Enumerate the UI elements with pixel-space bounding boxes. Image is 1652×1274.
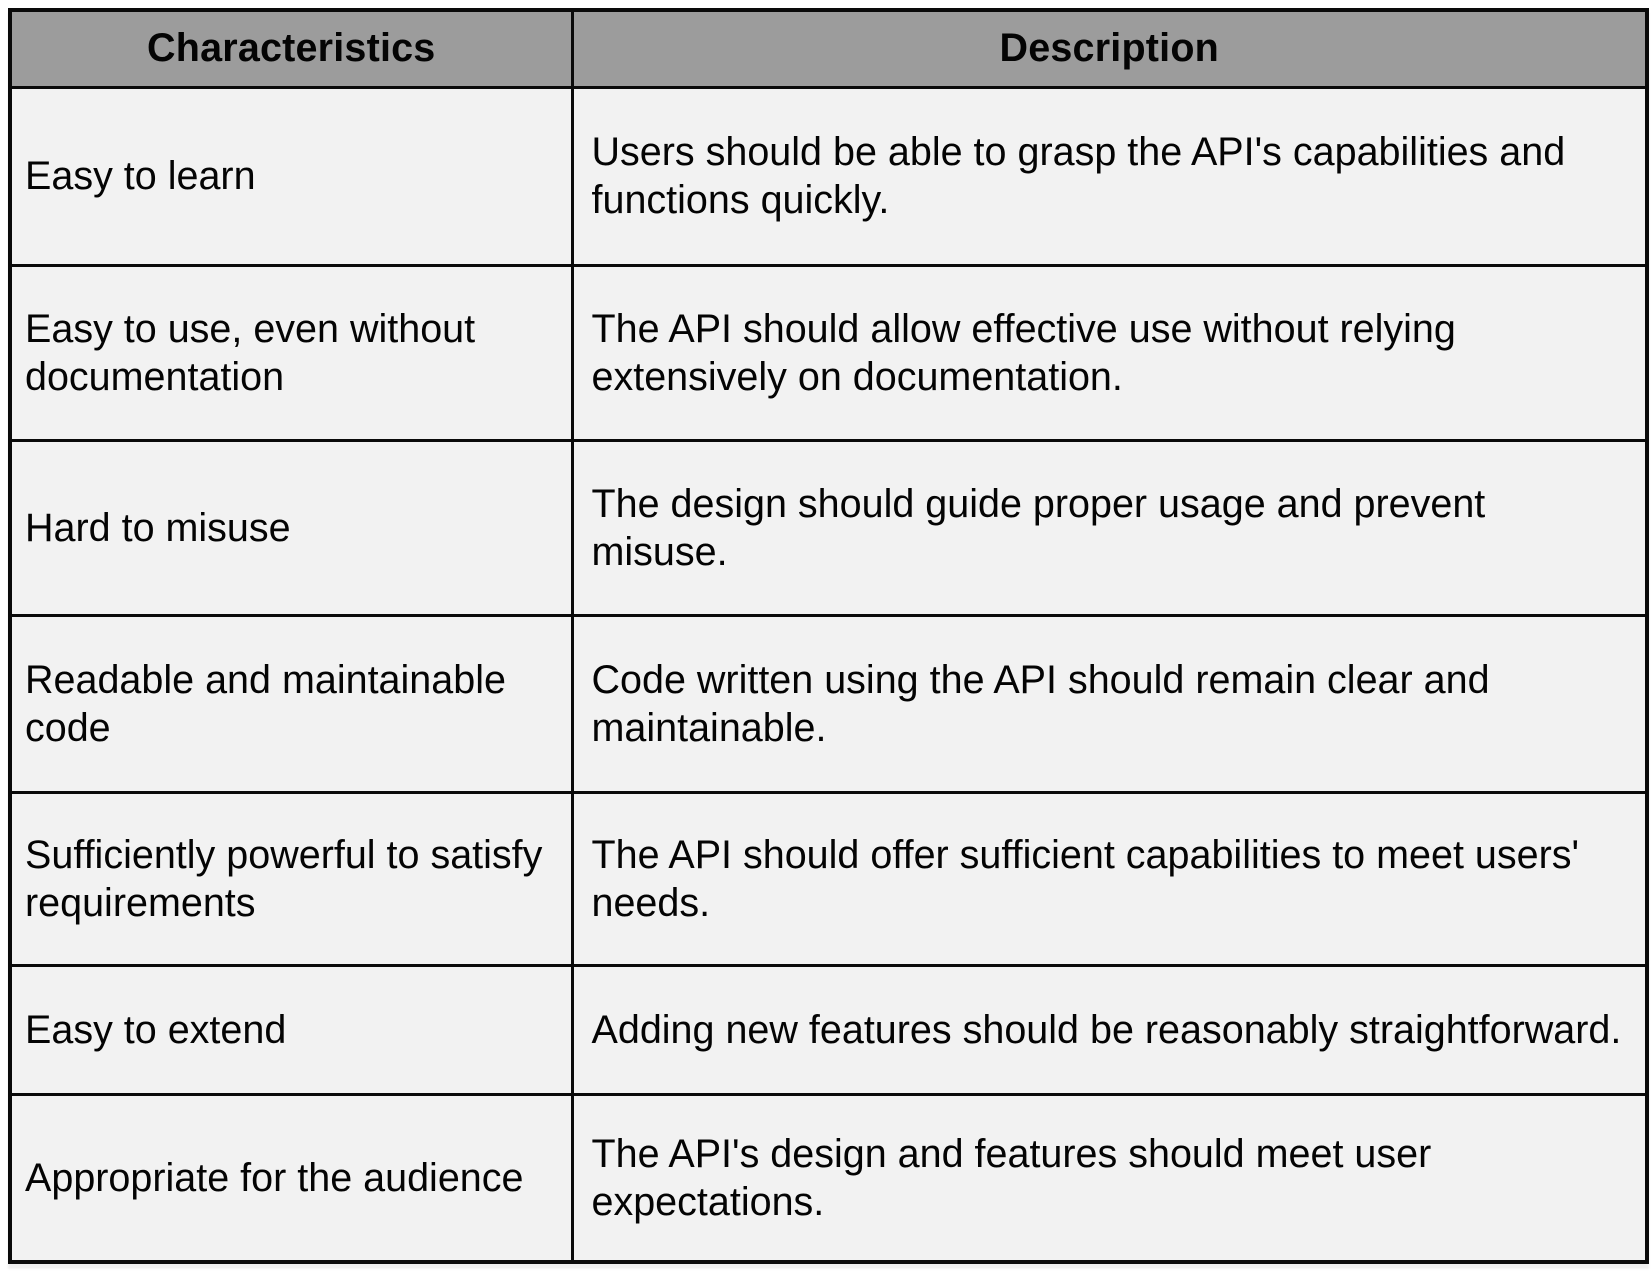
description-cell: Code written using the API should remain clear and maintainable. bbox=[572, 615, 1647, 792]
characteristic-cell: Easy to use, even without documentation bbox=[10, 265, 572, 440]
header-row bbox=[10, 10, 1647, 87]
table-row bbox=[10, 1094, 1647, 1262]
table-row bbox=[10, 965, 1647, 1094]
characteristic-cell: Easy to extend bbox=[10, 965, 572, 1094]
characteristic-cell: Hard to misuse bbox=[10, 440, 572, 615]
characteristic-cell: Readable and maintainable code bbox=[10, 615, 572, 792]
column-header-description: Description bbox=[572, 10, 1647, 87]
description-cell: The API should allow effective use without relying extensively on documentation. bbox=[572, 265, 1647, 440]
column-header-characteristics: Characteristics bbox=[10, 10, 572, 87]
description-cell: The API should offer sufficient capabilities to meet users' needs. bbox=[572, 792, 1647, 965]
table-row bbox=[10, 265, 1647, 440]
description-cell: The design should guide proper usage and prevent misuse. bbox=[572, 440, 1647, 615]
table-row bbox=[10, 87, 1647, 265]
description-cell: The API's design and features should meet user expectations. bbox=[572, 1094, 1647, 1262]
characteristic-cell: Easy to learn bbox=[10, 87, 572, 265]
table-row bbox=[10, 615, 1647, 792]
characteristic-cell: Sufficiently powerful to satisfy requirements bbox=[10, 792, 572, 965]
table-row bbox=[10, 792, 1647, 965]
table-row bbox=[10, 440, 1647, 615]
characteristic-cell: Appropriate for the audience bbox=[10, 1094, 572, 1262]
api-characteristics-table bbox=[8, 8, 1649, 1264]
description-cell: Adding new features should be reasonably straightforward. bbox=[572, 965, 1647, 1094]
description-cell: Users should be able to grasp the API's capabilities and functions quickly. bbox=[572, 87, 1647, 265]
